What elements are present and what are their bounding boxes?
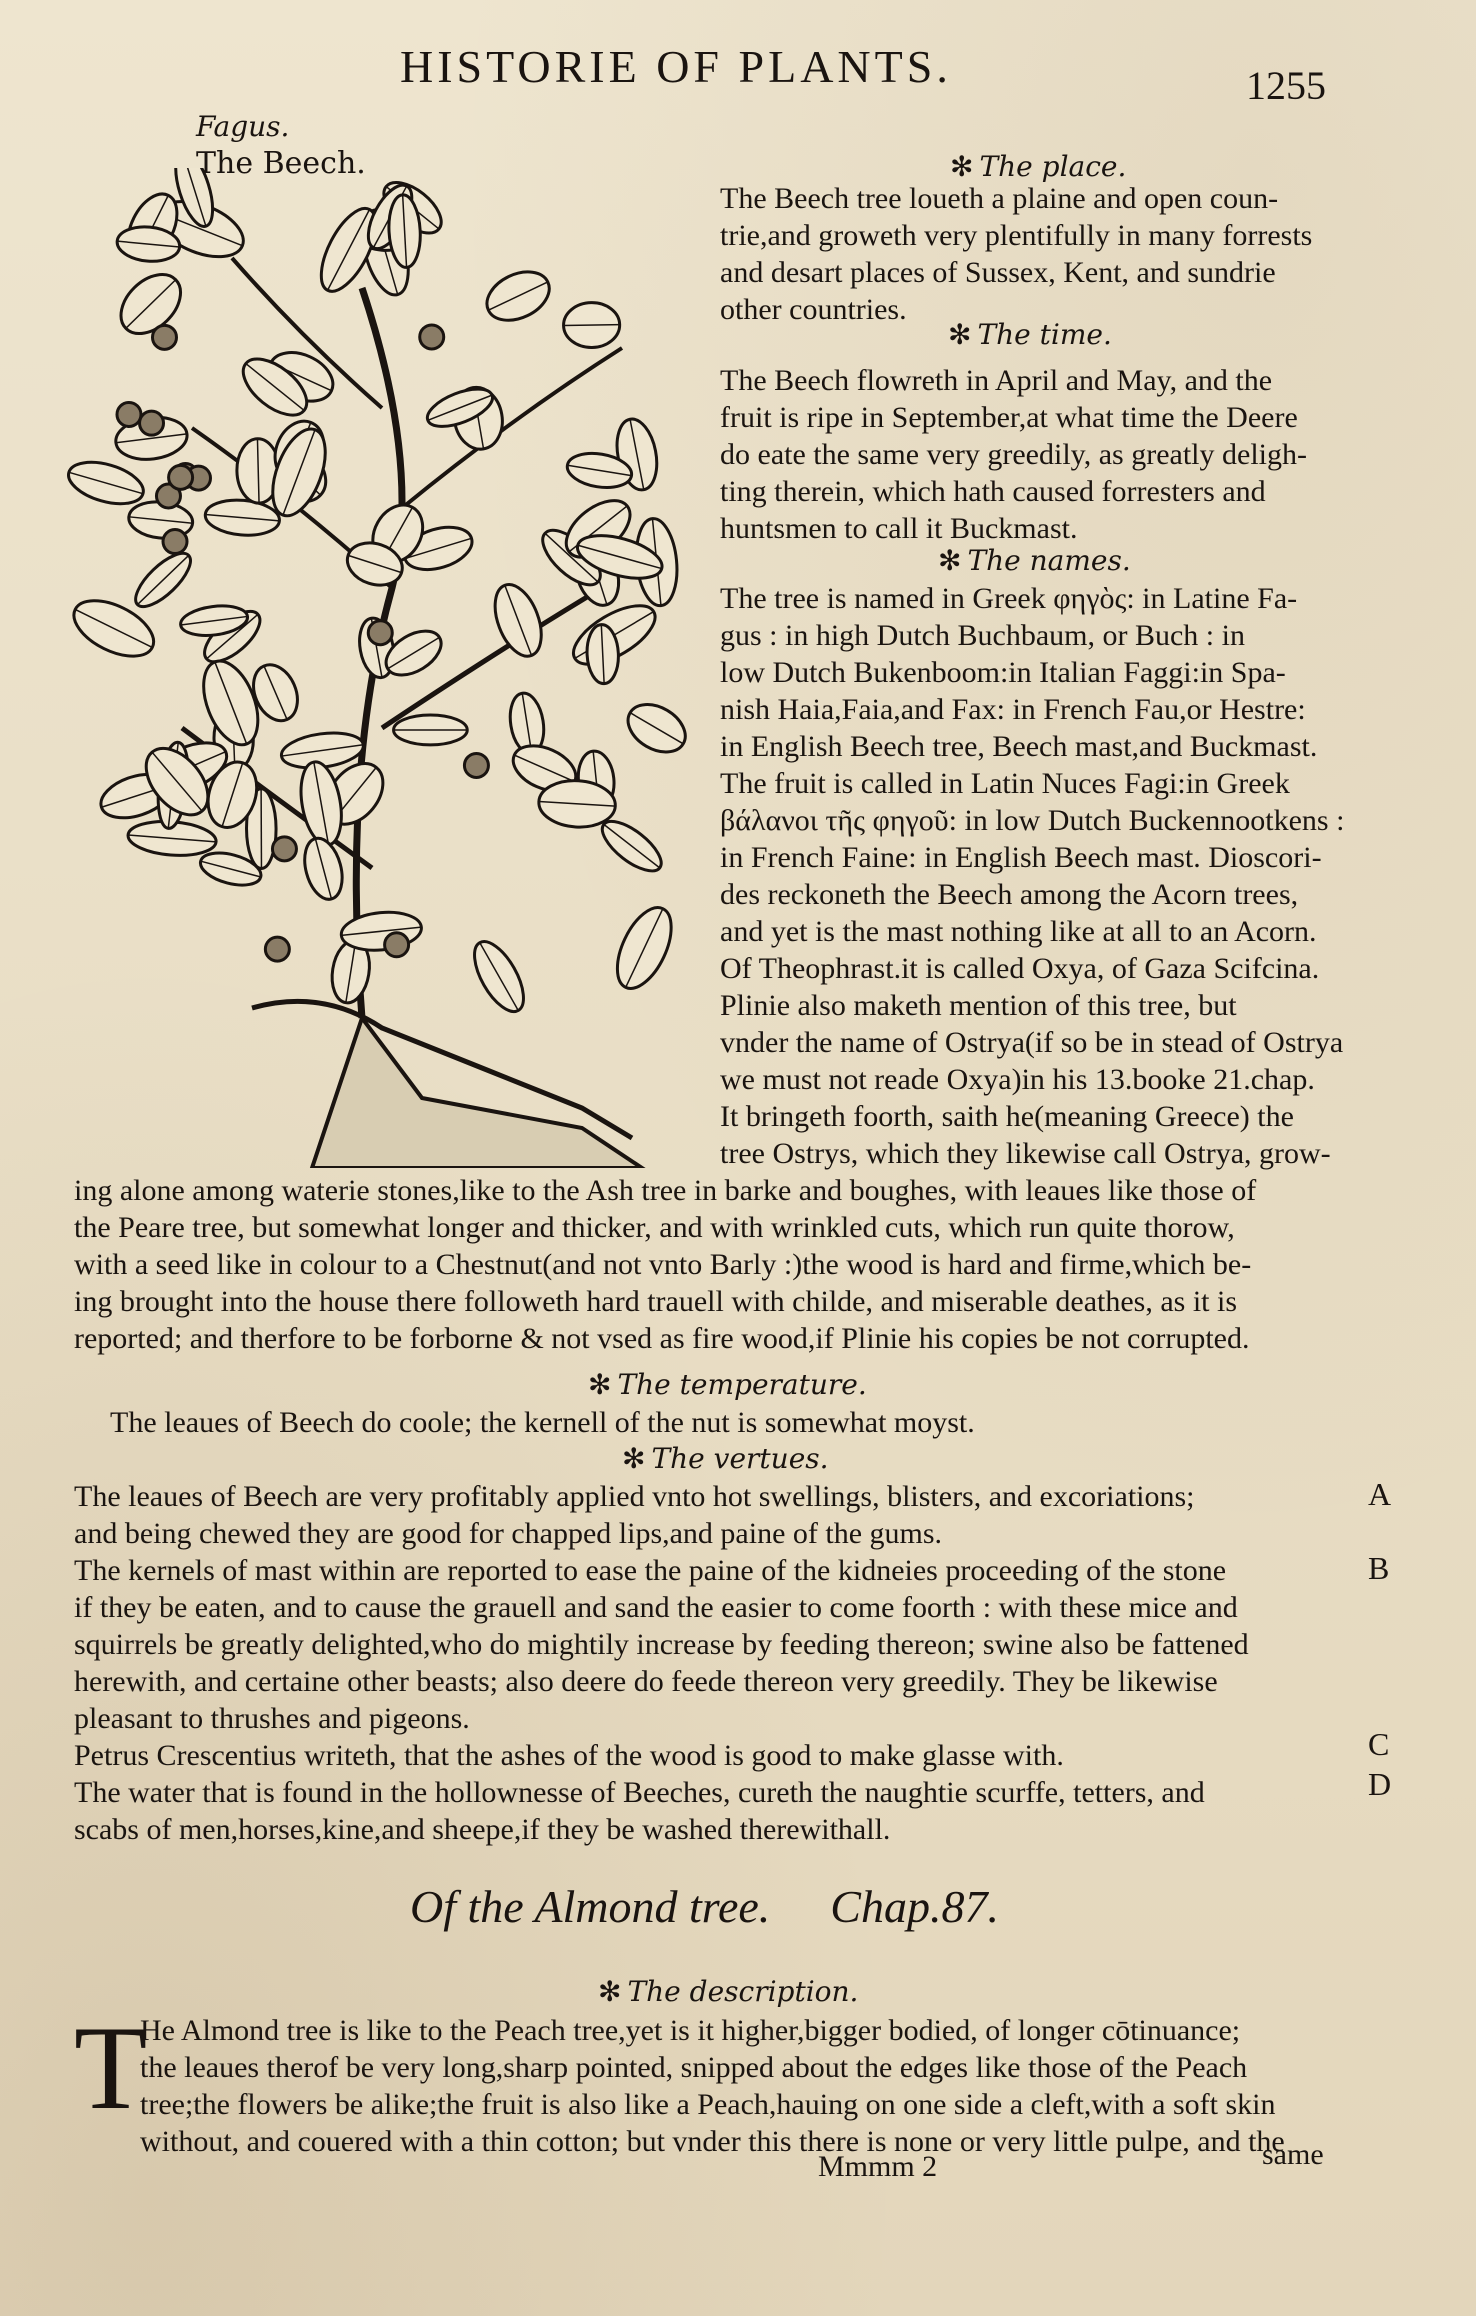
heading-vertues: ✻ The vertues. — [622, 1442, 829, 1475]
beech-nut — [272, 837, 296, 861]
text-line: The tree is named in Greek φηγὸς: in Latine Fa- — [720, 582, 1298, 615]
text-line: ting therein, which hath caused forresters and — [720, 475, 1266, 508]
beech-nut — [163, 530, 187, 554]
beech-nut — [265, 937, 289, 961]
heading-description: ✻ The description. — [598, 1975, 859, 2008]
text-line: pleasant to thrushes and pigeons. — [74, 1702, 470, 1735]
text-line: we must not reade Oxya)in his 13.booke 21.chap. — [720, 1063, 1315, 1096]
text-line: without, and couered with a thin cotton; but vnder this there is none or very little pulpe, and the — [140, 2125, 1285, 2158]
text-line: and desart places of Sussex, Kent, and sundrie — [720, 256, 1276, 289]
text-line: squirrels be greatly delighted,who do mightily increase by feeding thereon; swine also be fattened — [74, 1628, 1249, 1661]
beech-tree-woodcut — [62, 168, 702, 1168]
text-line: The leaues of Beech are very profitably applied vnto hot swellings, blisters, and excoriations; — [74, 1480, 1195, 1513]
text-line: Petrus Crescentius writeth, that the ashes of the wood is good to make glasse with. — [74, 1739, 1064, 1772]
text-line: gus : in high Dutch Buchbaum, or Buch : in — [720, 619, 1245, 652]
beech-nut — [464, 753, 488, 777]
text-line: the Peare tree, but somewhat longer and thicker, and with wrinkled cuts, which run quite thorow, — [74, 1211, 1235, 1244]
text-line: fruit is ripe in September,at what time the Deere — [720, 401, 1298, 434]
text-line: vnder the name of Ostrya(if so be in stead of Ostrya — [720, 1026, 1344, 1059]
text-line: tree;the flowers be alike;the fruit is also like a Peach,hauing on one side a cleft,with a soft skin — [140, 2088, 1276, 2121]
text-line: The water that is found in the hollownesse of Beeches, cureth the naughtie scurffe, tetters, and — [74, 1776, 1205, 1809]
text-line: reported; and therfore to be forborne & not vsed as fire wood,if Plinie his copies be not corrupted. — [74, 1322, 1250, 1355]
chapter-heading: Of the Almond tree. Chap.87. — [410, 1881, 999, 1932]
signature-mark: Mmmm 2 — [818, 2150, 938, 2183]
text-line: low Dutch Bukenboom:in Italian Faggi:in Spa- — [720, 656, 1286, 689]
drop-capital: T — [74, 2001, 148, 2134]
page-number: 1255 — [1246, 63, 1326, 108]
text-line: Plinie also maketh mention of this tree, but — [720, 989, 1237, 1022]
margin-mark: B — [1368, 1550, 1390, 1586]
text-line: herewith, and certaine other beasts; also deere do feede thereon very greedily. They be likewise — [74, 1665, 1218, 1698]
beech-nut — [117, 402, 141, 426]
margin-mark: C — [1368, 1726, 1390, 1762]
text-line: The leaues of Beech do coole; the kernell of the nut is somewhat moyst. — [110, 1406, 975, 1439]
heading-time: ✻ The time. — [948, 318, 1112, 351]
text-line: ing alone among waterie stones,like to the Ash tree in barke and boughes, with leaues like those of — [74, 1174, 1257, 1207]
text-line: if they be eaten, and to cause the grauell and sand the easier to come foorth : with these mice and — [74, 1591, 1238, 1624]
text-line: other countries. — [720, 293, 907, 326]
text-line: βάλανοι τῆς φηγοῦ: in low Dutch Buckennootkens : — [720, 804, 1345, 837]
text-line: ing brought into the house there followeth hard trauell with childe, and miserable deathes, as it is — [74, 1285, 1238, 1318]
leaf-vein — [564, 325, 620, 326]
text-line: the leaues therof be very long,sharp pointed, snipped about the edges like those of the Peach — [140, 2051, 1248, 2084]
text-line: He Almond tree is like to the Peach tree,yet is it higher,bigger bodied, of longer cōtinuance; — [140, 2014, 1241, 2047]
text-line: The Beech flowreth in April and May, and the — [720, 364, 1273, 397]
text-line: trie,and groweth very plentifully in many forrests — [720, 219, 1313, 252]
text-line: and being chewed they are good for chapped lips,and paine of the gums. — [74, 1517, 943, 1550]
beech-nut — [169, 465, 193, 489]
figure-latin-name: Fagus. — [196, 110, 290, 143]
margin-mark: D — [1368, 1766, 1392, 1802]
beech-nut — [420, 325, 444, 349]
running-header: HISTORIE OF PLANTS. — [400, 41, 952, 92]
margin-mark: A — [1368, 1476, 1392, 1512]
text-line: in English Beech tree, Beech mast,and Buckmast. — [720, 730, 1318, 763]
heading-place: ✻ The place. — [950, 150, 1127, 183]
text-line: huntsmen to call it Buckmast. — [720, 512, 1078, 545]
beech-nut — [368, 621, 392, 645]
text-line: do eate the same very greedily, as greatly deligh- — [720, 438, 1307, 471]
text-line: The kernels of mast within are reported to ease the paine of the kidneies proceeding of the stone — [74, 1554, 1227, 1587]
text-line: It bringeth foorth, saith he(meaning Greece) the — [720, 1100, 1294, 1133]
heading-names: ✻ The names. — [938, 544, 1131, 577]
text-line: in French Faine: in English Beech mast. Dioscori- — [720, 841, 1322, 874]
text-line: nish Haia,Faia,and Fax: in French Fau,or Hestre: — [720, 693, 1306, 726]
text-line: with a seed like in colour to a Chestnut(and not vnto Barly :)the wood is hard and firme,which be- — [74, 1248, 1252, 1281]
text-line: Of Theophrast.it is called Oxya, of Gaza Scifcina. — [720, 952, 1320, 985]
text-line: The fruit is called in Latin Nuces Fagi:in Greek — [720, 767, 1290, 800]
text-line: tree Ostrys, which they likewise call Ostrya, grow- — [720, 1137, 1331, 1170]
heading-temperature: ✻ The temperature. — [588, 1368, 867, 1401]
text-line: The Beech tree loueth a plaine and open coun- — [720, 182, 1279, 215]
beech-nut — [152, 325, 176, 349]
text-line: scabs of men,horses,kine,and sheepe,if they be washed therewithall. — [74, 1813, 891, 1846]
beech-nut — [385, 933, 409, 957]
figure-common-name: The Beech. — [196, 146, 366, 181]
catchword: same — [1262, 2138, 1324, 2171]
text-line: and yet is the mast nothing like at all to an Acorn. — [720, 915, 1317, 948]
text-line: des reckoneth the Beech among the Acorn trees, — [720, 878, 1299, 911]
beech-nut — [140, 411, 164, 435]
